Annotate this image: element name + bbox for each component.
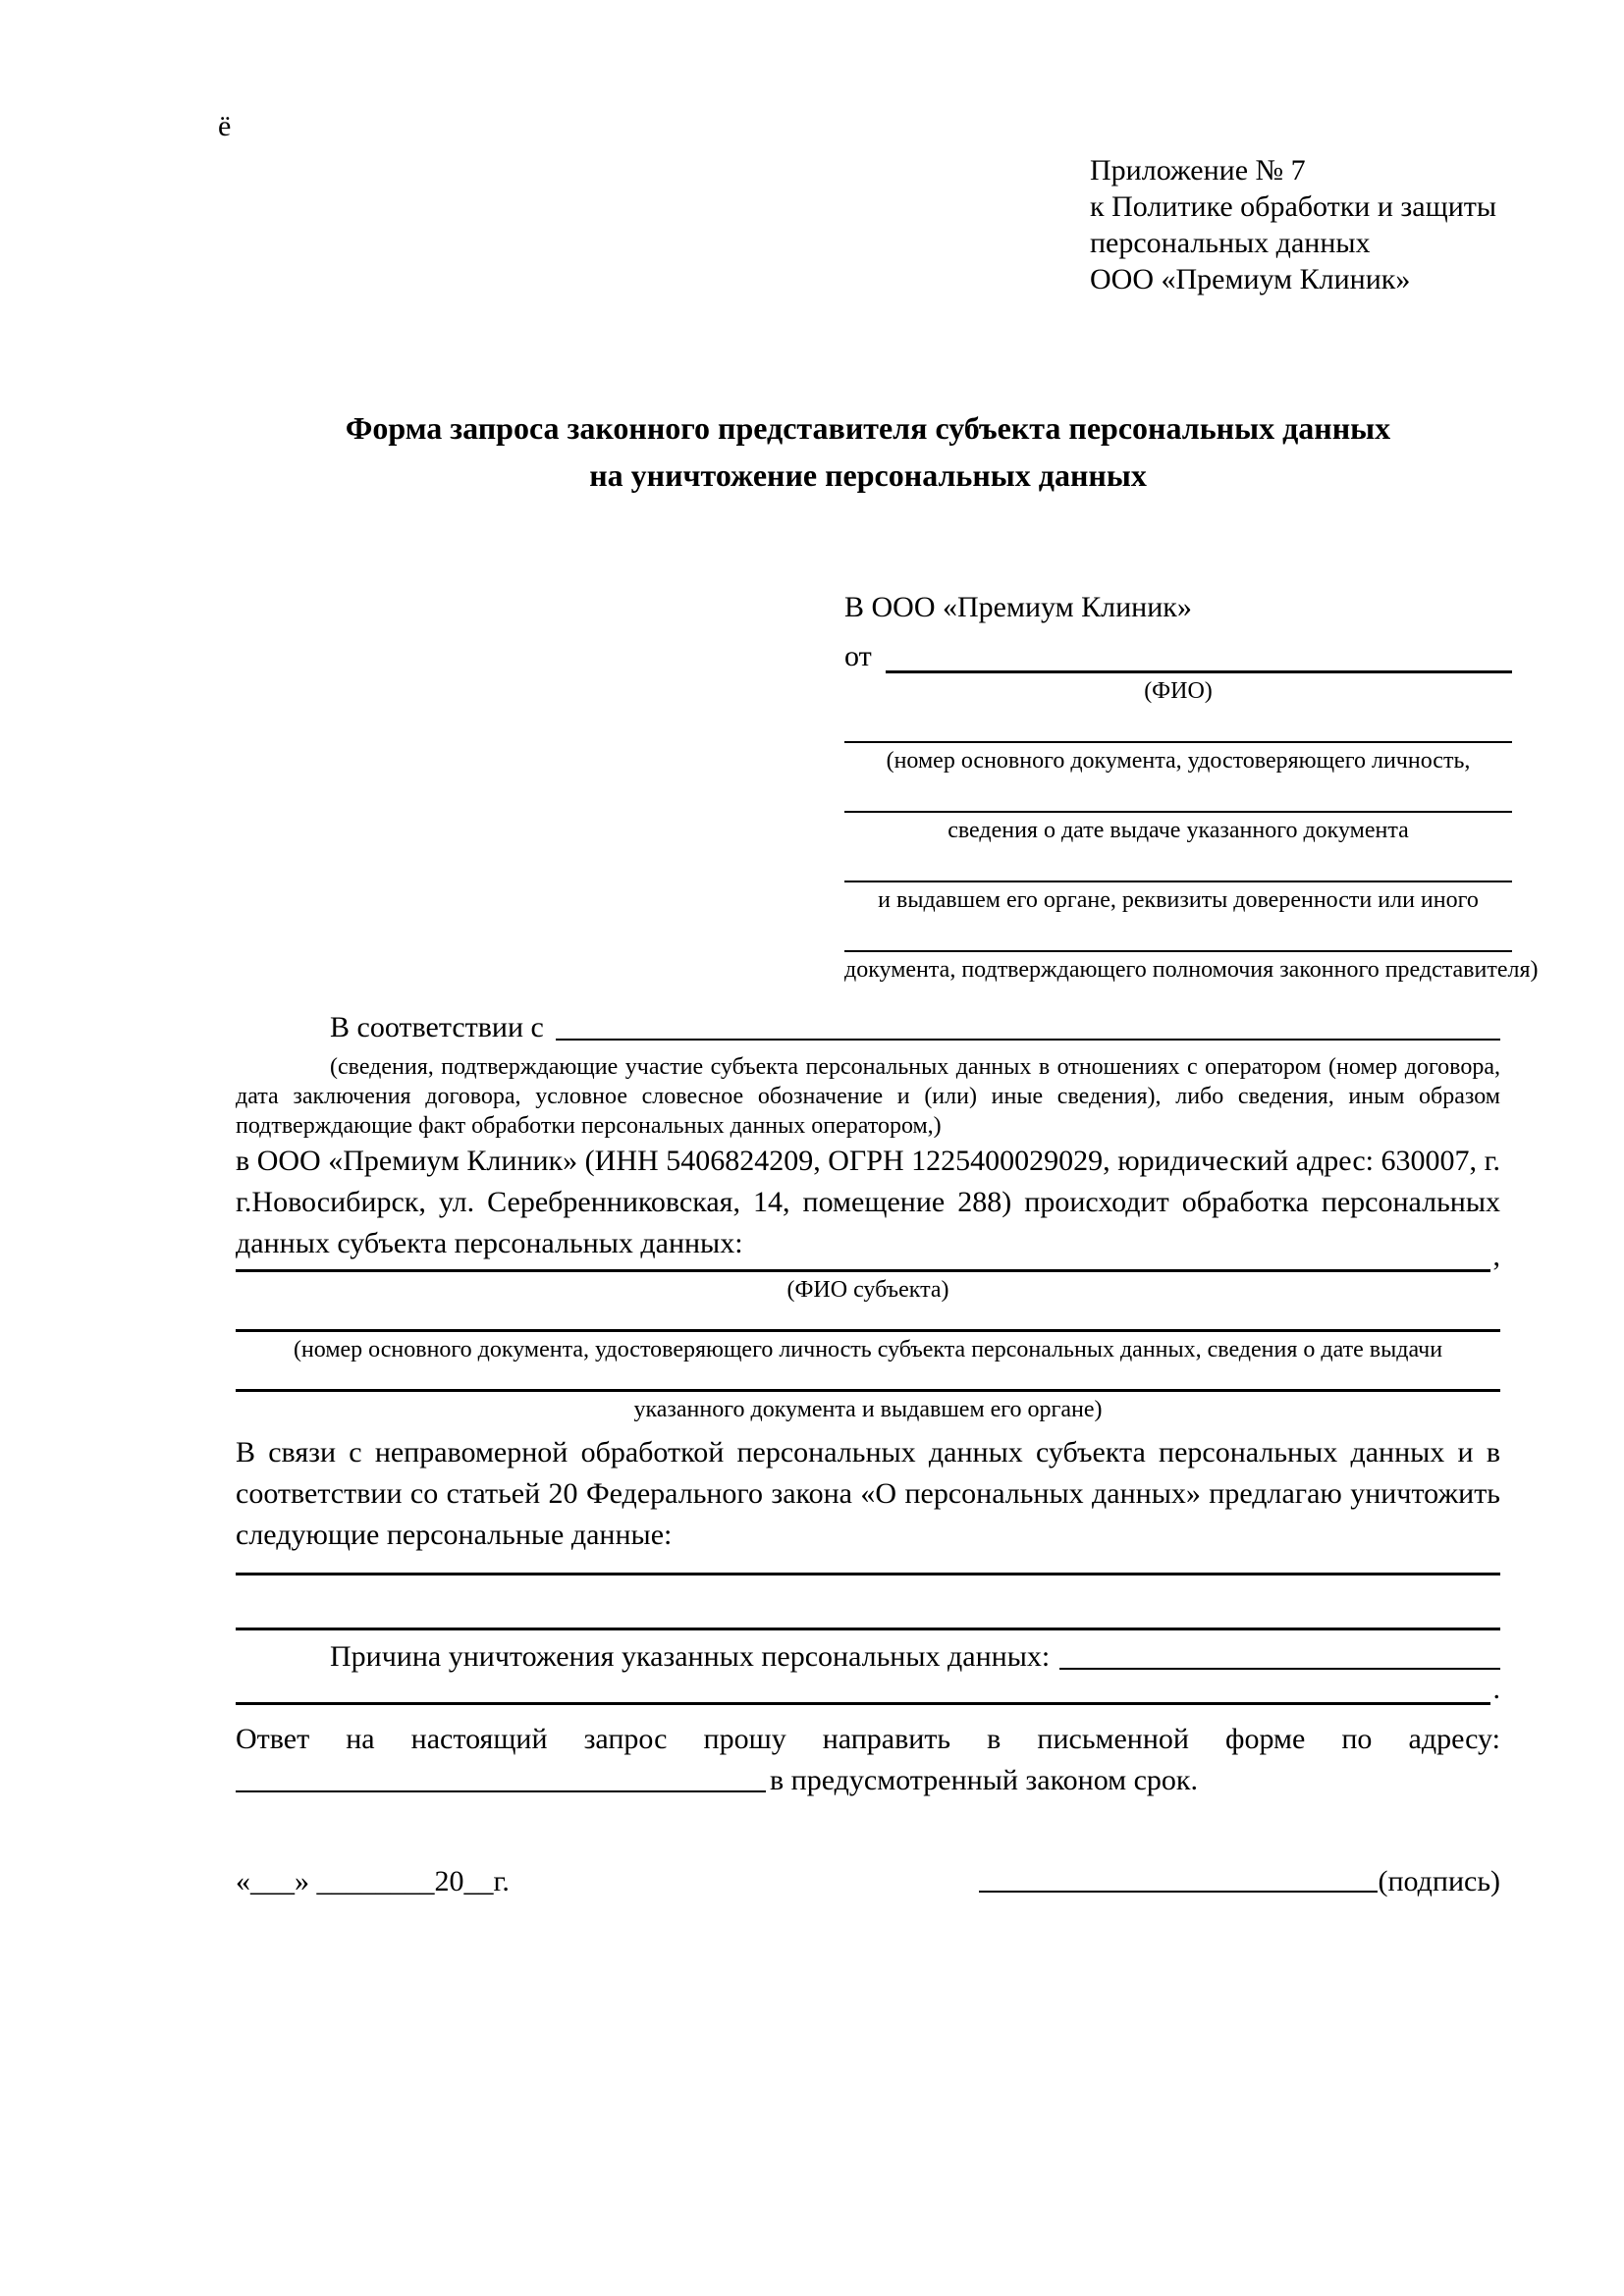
reason-row-2 — [236, 1674, 1500, 1705]
subject-doc-field-line-2 — [236, 1364, 1500, 1392]
appendix-line-3: персональных данных — [1090, 227, 1371, 259]
operator-paragraph: в ООО «Премиум Клиник» (ИНН 5406824209, ОГРН 1225400029029, юридический адрес: 630007, г. г.Новосибирск, ул. Серебренниковская, 14, помещение 288) происходит обработка персональных данных субъекта персональных данных: — [236, 1145, 1500, 1259]
address-field-line — [236, 1790, 766, 1792]
title-line-2: на уничтожение персональных данных — [589, 457, 1147, 493]
reason-label: Причина уничтожения указанных персональных данных: — [330, 1640, 1051, 1673]
date-blank: «___» ________20__г. — [236, 1865, 510, 1897]
accordance-row — [236, 1011, 1500, 1044]
fio-caption: (ФИО) — [1144, 678, 1213, 704]
answer-tail: в предусмотренный законом срок. — [770, 1764, 1198, 1796]
accordance-field-line — [556, 1039, 1500, 1041]
stray-char: ё — [218, 110, 232, 142]
doc-field-line-2 — [844, 775, 1512, 813]
doc-caption-3: и выдавшем его органе, реквизиты доверенности или иного — [878, 887, 1479, 913]
answer-paragraph: Ответ на настоящий запрос прошу направить в письменной форме по адресу: — [236, 1723, 1500, 1755]
comma-after-line: , — [1492, 1240, 1500, 1272]
doc-field-line-1 — [844, 706, 1512, 743]
subject-fio-caption: (ФИО субъекта) — [786, 1277, 949, 1303]
signature-group — [979, 1857, 1500, 1898]
appendix-line-1: Приложение № 7 — [1090, 154, 1306, 187]
answer-address-row — [236, 1760, 1500, 1797]
document-body — [236, 1011, 1500, 1797]
doc-field-line-4 — [844, 915, 1512, 952]
data-field-line-1 — [236, 1556, 1500, 1575]
from-label: от — [844, 640, 872, 672]
reason-field-line-2 — [236, 1702, 1490, 1705]
subject-fio-field-line — [236, 1269, 1490, 1272]
doc-caption-4: документа, подтверждающего полномочия законного представителя) — [844, 957, 1539, 983]
document-title — [236, 404, 1500, 499]
footer-row — [236, 1857, 1500, 1898]
appendix-line-2: к Политике обработки и защиты — [1090, 190, 1497, 223]
doc-field-line-3 — [844, 845, 1512, 882]
doc-caption-1: (номер основного документа, удостоверяющего личность, — [886, 748, 1471, 774]
reason-row — [236, 1632, 1500, 1674]
subject-doc-caption-2: указанного документа и выдавшем его органе) — [633, 1397, 1103, 1422]
reason-field-line — [1059, 1668, 1500, 1670]
from-field-line — [886, 670, 1512, 673]
accordance-note: (сведения, подтверждающие участие субъекта персональных данных в отношениях с оператором (номер договора, дата заключения договора, условное словесное обозначение и (или) иные сведения), либо сведения, иным образом подтверждающие факт обработки персональных данных оператором,) — [236, 1054, 1500, 1139]
period-after-line: . — [1492, 1673, 1500, 1705]
demand-paragraph: В связи с неправомерной обработкой персональных данных субъекта персональных данных и в соответствии со статьей 20 Федерального закона «О персональных данных» предлагаю уничтожить следующие персональные данные: — [236, 1436, 1500, 1551]
appendix-line-4: ООО «Премиум Клиник» — [1090, 263, 1411, 295]
title-line-1: Форма запроса законного представителя субъекта персональных данных — [345, 410, 1391, 446]
appendix-header — [1090, 152, 1496, 297]
accordance-label: В соответствии с — [330, 1011, 544, 1043]
addressee-block — [844, 589, 1539, 985]
data-field-line-2 — [236, 1575, 1500, 1630]
addressee-to: В ООО «Премиум Клиник» — [844, 591, 1192, 623]
signature-line — [979, 1891, 1378, 1893]
from-row — [844, 626, 1512, 673]
subject-doc-caption-1: (номер основного документа, удостоверяющего личность субъекта персональных данных, сведения о дате выдачи — [293, 1337, 1443, 1362]
signature-caption: (подпись) — [1378, 1865, 1500, 1897]
subject-doc-field-line-1 — [236, 1305, 1500, 1332]
doc-caption-2: сведения о дате выдаче указанного документа — [947, 818, 1409, 843]
